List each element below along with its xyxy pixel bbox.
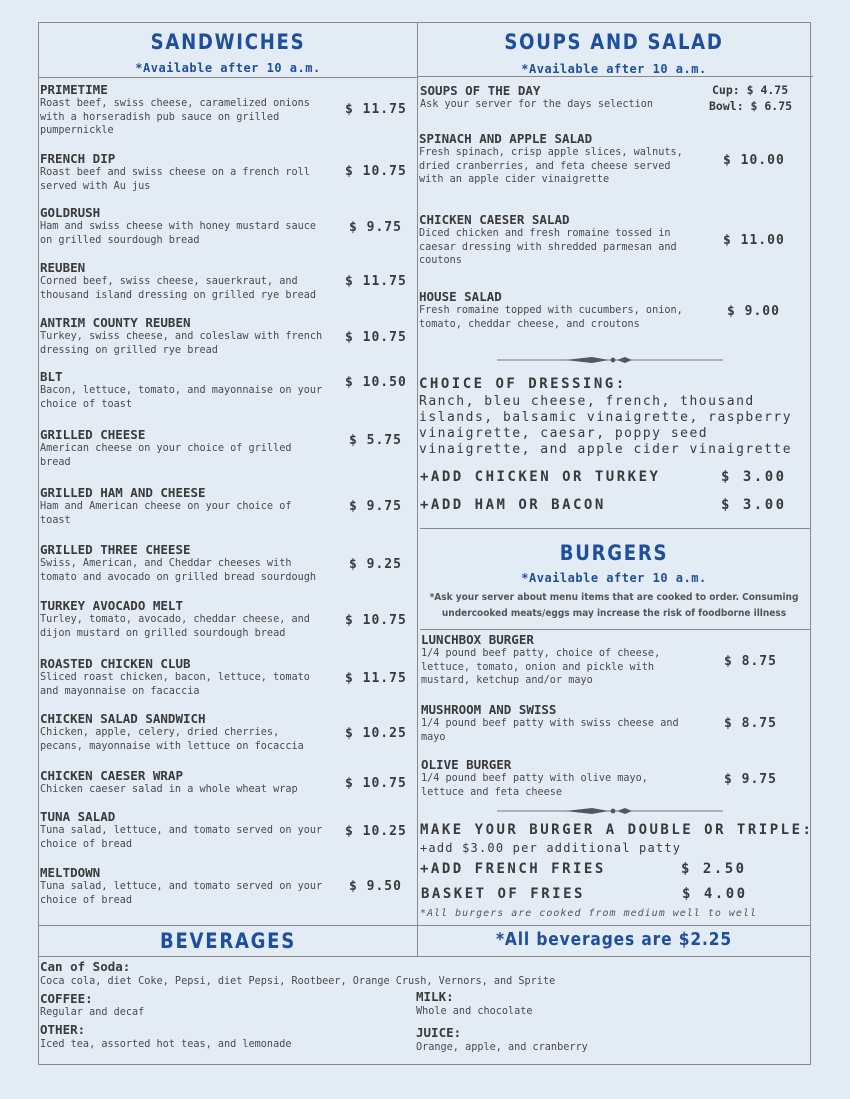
burgers-note: *Ask your server about menu items that are cooked to order. Consuming undercooked meats/eggs may increase the risk of foodborne illness bbox=[429, 592, 799, 619]
item-desc: 1/4 pound beef patty with swiss cheese and mayo bbox=[421, 718, 679, 743]
item-name: SPINACH AND APPLE SALAD bbox=[419, 131, 593, 146]
menu-item bbox=[40, 598, 328, 640]
item-price: $ 5.75 bbox=[349, 433, 402, 448]
menu-item bbox=[40, 151, 328, 193]
basket-fries-price: $ 4.00 bbox=[682, 886, 748, 902]
other-name: OTHER: bbox=[40, 1022, 86, 1037]
item-desc: Ham and American cheese on your choice of toast bbox=[40, 501, 292, 526]
ornament-divider bbox=[497, 805, 723, 817]
menu-item bbox=[40, 205, 328, 247]
add-chicken-turkey: +ADD CHICKEN OR TURKEY bbox=[420, 469, 661, 485]
dressing-title: CHOICE OF DRESSING: bbox=[419, 376, 627, 392]
item-name: ANTRIM COUNTY REUBEN bbox=[40, 315, 191, 330]
milk-name: MILK: bbox=[416, 989, 454, 1004]
beverages-price-note: *All beverages are $2.25 bbox=[495, 929, 733, 950]
bowl-price: Bowl: $ 6.75 bbox=[709, 99, 793, 113]
item-name: CHICKEN CAESER SALAD bbox=[419, 212, 570, 227]
beverages-header-rule bbox=[38, 956, 811, 957]
item-name: FRENCH DIP bbox=[40, 151, 116, 166]
burgers-header-rule bbox=[420, 629, 810, 630]
sandwiches-subtitle: *Available after 10 a.m. bbox=[135, 61, 321, 75]
item-name: REUBEN bbox=[40, 260, 86, 275]
double-title: MAKE YOUR BURGER A DOUBLE OR TRIPLE: bbox=[420, 822, 814, 838]
menu-item bbox=[40, 369, 328, 411]
ornament-divider bbox=[497, 354, 723, 366]
item-price: $ 9.00 bbox=[727, 304, 780, 319]
item-price: $ 10.75 bbox=[345, 776, 407, 791]
item-name: GOLDRUSH bbox=[40, 205, 101, 220]
item-price: $ 10.75 bbox=[345, 164, 407, 179]
menu-item bbox=[40, 656, 328, 698]
soups-title: SOUPS AND SALAD bbox=[504, 30, 724, 54]
burgers-title: BURGERS bbox=[559, 541, 669, 565]
coffee-name: COFFEE: bbox=[40, 991, 93, 1006]
menu-item bbox=[40, 260, 328, 302]
item-price: $ 9.50 bbox=[349, 879, 402, 894]
item-price: $ 8.75 bbox=[724, 716, 777, 731]
item-desc: Sliced roast chicken, bacon, lettuce, tomato and mayonnaise on facaccia bbox=[40, 672, 310, 697]
item-price: $ 11.75 bbox=[345, 671, 407, 686]
item-desc: Corned beef, swiss cheese, sauerkraut, and thousand island dressing on grilled rye bread bbox=[40, 276, 317, 301]
item-desc: Fresh romaine topped with cucumbers, onion, tomato, cheddar cheese, and croutons bbox=[419, 305, 683, 330]
milk-desc: Whole and chocolate bbox=[416, 1006, 533, 1017]
menu-item bbox=[40, 711, 328, 753]
menu-item bbox=[40, 315, 328, 357]
menu-item bbox=[421, 757, 691, 799]
item-price: $ 11.75 bbox=[345, 102, 407, 117]
item-price: $ 10.25 bbox=[345, 824, 407, 839]
item-desc: 1/4 pound beef patty, choice of cheese, lettuce, tomato, onion and pickle with mustard, ketchup and/or mayo bbox=[421, 648, 661, 687]
item-price: $ 10.75 bbox=[345, 330, 407, 345]
item-price: $ 9.75 bbox=[349, 220, 402, 235]
cooked-note: *All burgers are cooked from medium well to well bbox=[420, 908, 757, 919]
menu-item bbox=[421, 702, 691, 744]
beverages-title-divider bbox=[417, 925, 418, 957]
french-fries-price: $ 2.50 bbox=[681, 861, 747, 877]
other-desc: Iced tea, assorted hot teas, and lemonade bbox=[40, 1039, 292, 1050]
menu-item bbox=[40, 542, 328, 584]
menu-item bbox=[40, 865, 328, 907]
item-price: $ 11.00 bbox=[723, 233, 785, 248]
menu-item bbox=[40, 485, 328, 527]
item-name: OLIVE BURGER bbox=[421, 757, 512, 772]
sandwich-header-rule bbox=[38, 77, 418, 78]
item-desc: Tuna salad, lettuce, and tomato served on your choice of bread bbox=[40, 825, 323, 850]
soda-desc: Coca cola, diet Coke, Pepsi, diet Pepsi, Rootbeer, Orange Crush, Vernors, and Sprite bbox=[40, 976, 556, 987]
item-desc: Fresh spinach, crisp apple slices, walnuts, dried cranberries, and feta cheese served with an apple cider vinaigrette bbox=[419, 147, 683, 186]
basket-fries: BASKET OF FRIES bbox=[421, 886, 585, 902]
burgers-top-rule bbox=[420, 528, 810, 529]
menu-item bbox=[40, 809, 328, 851]
juice-name: JUICE: bbox=[416, 1025, 462, 1040]
item-desc: Swiss, American, and Cheddar cheeses with tomato and avocado on grilled bread sourdough bbox=[40, 558, 317, 583]
item-desc: Roast beef and swiss cheese on a french roll served with Au jus bbox=[40, 167, 310, 192]
menu-item bbox=[40, 768, 328, 797]
menu-item bbox=[40, 82, 328, 138]
item-name: MELTDOWN bbox=[40, 865, 101, 880]
menu-item bbox=[40, 427, 328, 469]
item-name: MUSHROOM AND SWISS bbox=[421, 702, 557, 717]
menu-item bbox=[419, 131, 689, 187]
add-ham-bacon-price: $ 3.00 bbox=[721, 497, 787, 513]
item-name: PRIMETIME bbox=[40, 82, 108, 97]
item-name: SOUPS OF THE DAY bbox=[420, 83, 541, 98]
item-name: CHICKEN CAESER WRAP bbox=[40, 768, 183, 783]
menu-item bbox=[419, 212, 689, 268]
item-name: GRILLED HAM AND CHEESE bbox=[40, 485, 206, 500]
item-desc: American cheese on your choice of grilled bread bbox=[40, 443, 292, 468]
burgers-subtitle: *Available after 10 a.m. bbox=[521, 571, 707, 585]
item-name: ROASTED CHICKEN CLUB bbox=[40, 656, 191, 671]
soups-subtitle: *Available after 10 a.m. bbox=[521, 62, 707, 76]
item-price: $ 8.75 bbox=[724, 654, 777, 669]
item-desc: Turley, tomato, avocado, cheddar cheese, and dijon mustard on grilled sourdough bread bbox=[40, 614, 310, 639]
add-ham-bacon: +ADD HAM OR BACON bbox=[420, 497, 606, 513]
item-desc: Chicken caeser salad in a whole wheat wrap bbox=[40, 784, 298, 795]
item-price: $ 9.25 bbox=[349, 557, 402, 572]
item-price: $ 11.75 bbox=[345, 274, 407, 289]
soup-of-day bbox=[420, 83, 710, 112]
soups-header-rule bbox=[417, 76, 813, 77]
beverages-title: BEVERAGES bbox=[160, 929, 296, 953]
item-price: $ 9.75 bbox=[724, 772, 777, 787]
item-name: TUNA SALAD bbox=[40, 809, 116, 824]
item-price: $ 10.50 bbox=[345, 375, 407, 390]
item-desc: Ask your server for the days selection bbox=[420, 99, 654, 110]
cup-price: Cup: $ 4.75 bbox=[712, 83, 789, 97]
add-chicken-turkey-price: $ 3.00 bbox=[721, 469, 787, 485]
item-desc: Roast beef, swiss cheese, caramelized onions with a horseradish pub sauce on grilled pumpernickle bbox=[40, 98, 310, 137]
menu-item bbox=[421, 632, 691, 688]
double-note: +add $3.00 per additional patty bbox=[420, 841, 682, 855]
item-price: $ 10.75 bbox=[345, 613, 407, 628]
sandwiches-title: SANDWICHES bbox=[150, 30, 306, 54]
item-desc: Tuna salad, lettuce, and tomato served on your choice of bread bbox=[40, 881, 323, 906]
coffee-desc: Regular and decaf bbox=[40, 1007, 145, 1018]
item-desc: Turkey, swiss cheese, and coleslaw with french dressing on grilled rye bread bbox=[40, 331, 323, 356]
menu-item bbox=[419, 289, 689, 331]
item-desc: Chicken, apple, celery, dried cherries, pecans, mayonnaise with lettuce on focaccia bbox=[40, 727, 304, 752]
soda-name: Can of Soda: bbox=[40, 959, 131, 974]
item-name: CHICKEN SALAD SANDWICH bbox=[40, 711, 206, 726]
item-name: BLT bbox=[40, 369, 63, 384]
item-price: $ 10.00 bbox=[723, 153, 785, 168]
item-desc: 1/4 pound beef patty with olive mayo, lettuce and feta cheese bbox=[421, 773, 648, 798]
item-price: $ 10.25 bbox=[345, 726, 407, 741]
item-name: GRILLED THREE CHEESE bbox=[40, 542, 191, 557]
juice-desc: Orange, apple, and cranberry bbox=[416, 1042, 588, 1053]
item-name: GRILLED CHEESE bbox=[40, 427, 146, 442]
item-price: $ 9.75 bbox=[349, 499, 402, 514]
item-name: TURKEY AVOCADO MELT bbox=[40, 598, 183, 613]
item-desc: Diced chicken and fresh romaine tossed in caesar dressing with shredded parmesan and coutons bbox=[419, 228, 677, 267]
item-desc: Bacon, lettuce, tomato, and mayonnaise on your choice of toast bbox=[40, 385, 323, 410]
dressing-text: Ranch, bleu cheese, french, thousand islands, balsamic vinaigrette, raspberry vinaigrette, caesar, poppy seed vinaigrette, and apple cider vinaigrette bbox=[419, 394, 793, 457]
item-name: HOUSE SALAD bbox=[419, 289, 502, 304]
item-desc: Ham and swiss cheese with honey mustard sauce on grilled sourdough bread bbox=[40, 221, 317, 246]
item-name: LUNCHBOX BURGER bbox=[421, 632, 534, 647]
french-fries: +ADD FRENCH FRIES bbox=[420, 861, 606, 877]
